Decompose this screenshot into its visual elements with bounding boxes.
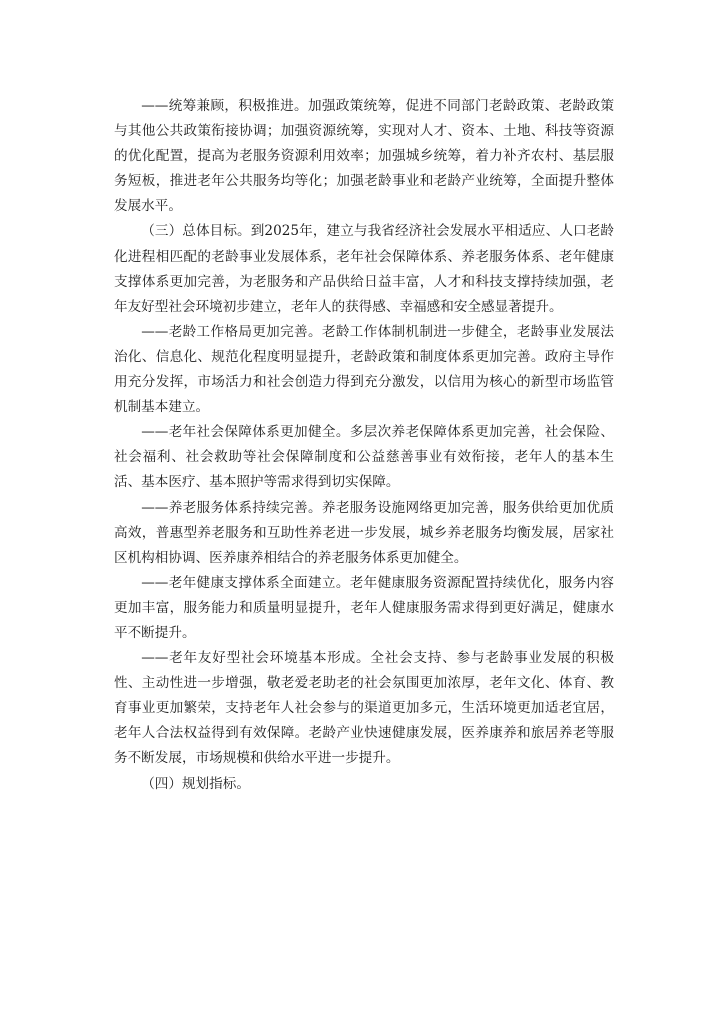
paragraph-overall-goals: （三）总体目标。到2025年，建立与我省经济社会发展水平相适应、人口老龄化进程相匹配的老龄事业发展体系，老年社会保障体系、养老服务体系、老年健康支撑体系更加完善，为老服务和产品供给日益丰富，人才和科技支撑持续加强，老年友好型社会环境初步建立，老年人的获得感、幸福感和安全感显著提升。 bbox=[114, 223, 614, 315]
paragraph-planning-indicators: （四）规划指标。 bbox=[141, 775, 250, 792]
paragraph-age-friendly-environment: ——老年友好型社会环境基本形成。全社会支持、参与老龄事业发展的积极性、主动性进一步增强，敬老爱老助老的社会氛围更加浓厚，老年文化、体育、教育事业更加繁荣，支持老年人社会参与的渠道更加多元，生活环境更加适老宜居，老年人合法权益得到有效保障。老龄产业快速健康发展，医养康养和旅居养老等服务不断发展，市场规模和供给水平进一步提升。 bbox=[114, 650, 614, 767]
paragraph-aging-work-pattern: ——老龄工作格局更加完善。老龄工作体制机制进一步健全，老龄事业发展法治化、信息化、规范化程度明显提升，老龄政策和制度体系更加完善。政府主导作用充分发挥，市场活力和社会创造力得到充分激发，以信用为核心的新型市场监管机制基本建立。 bbox=[114, 323, 614, 416]
paragraph-health-support: ——老年健康支撑体系全面建立。老年健康服务资源配置持续优化，服务内容更加丰富，服务能力和质量明显提升，老年人健康服务需求得到更好满足，健康水平不断提升。 bbox=[114, 574, 614, 641]
document-page bbox=[114, 94, 614, 797]
paragraph-elderly-care-services: ——养老服务体系持续完善。养老服务设施网络更加完善，服务供给更加优质高效，普惠型养老服务和互助性养老进一步发展，城乡养老服务均衡发展，居家社区机构相协调、医养康养相结合的养老服务体系更加健全。 bbox=[114, 499, 614, 566]
paragraph-overall-coordination: ——统筹兼顾，积极推进。加强政策统筹，促进不同部门老龄政策、老龄政策与其他公共政策衔接协调；加强资源统筹，实现对人才、资本、土地、科技等资源的优化配置，提高为老服务资源利用效率；加强城乡统筹，着力补齐农村、基层服务短板，推进老年公共服务均等化；加强老龄事业和老龄产业统筹，全面提升整体发展水平。 bbox=[114, 98, 614, 215]
paragraph-social-security: ——老年社会保障体系更加健全。多层次养老保障体系更加完善，社会保险、社会福利、社会救助等社会保障制度和公益慈善事业有效衔接，老年人的基本生活、基本医疗、基本照护等需求得到切实保障。 bbox=[114, 424, 614, 491]
